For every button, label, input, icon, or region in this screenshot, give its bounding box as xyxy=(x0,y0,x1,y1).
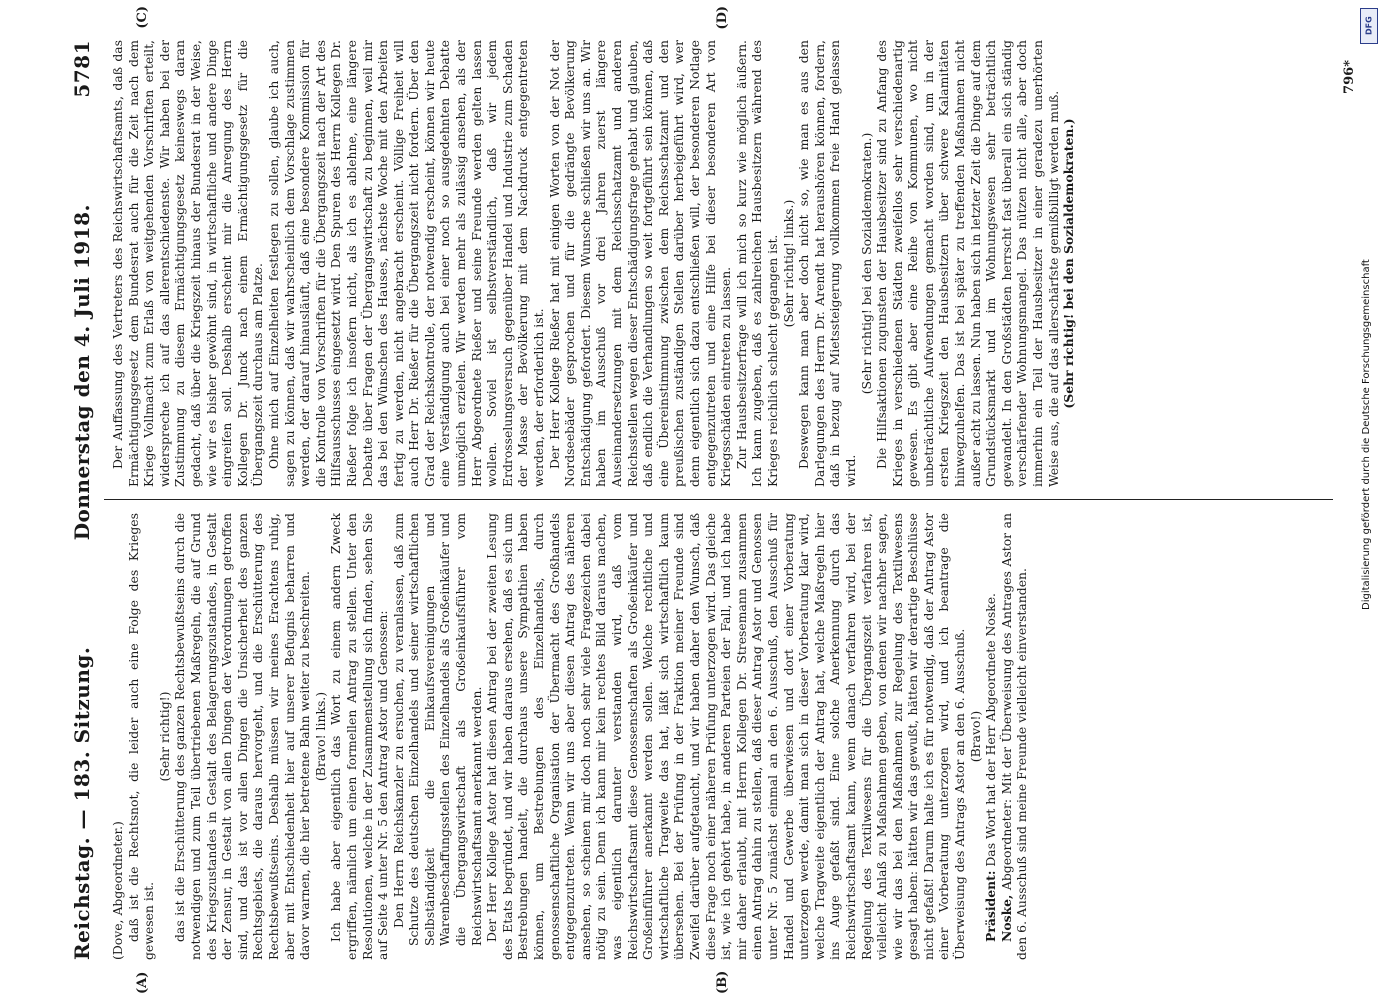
paragraph: Der Herr Kollege Astor hat diesen Antrag bei der zweiten Lesung des Etats begründet, und wir haben daraus ersehen, daß es sich um Bestrebungen handelt, die durchaus unsere Sympathien haben können, um Bestrebungen des Einzelhandels, durch genossenschaftliche Organisation der Übermacht des Großhandels entgegenzutreten. Wenn wir uns aber diesen Antrag des näheren ansehen, so scheinen mir doch noch sehr viele Fragezeichen dabei nötig zu sein. Denn ich kann mir kein rechtes Bild daraus machen, was eigentlich darunter verstanden wird, daß vom Reichswirtschaftsamt diese Genossenschaften als Großeinkäufer und Großeinführer anerkannt werden sollen. Welche rechtliche und wirtschaftliche Tragweite das hat, läßt sich wirtschaftlich kaum übersehen. Bei der Prüfung in der Fraktion meiner Freunde sind Zweifel darüber aufgetaucht, und wir haben daher den Wunsch, daß diese Frage noch einer näheren Prüfung unterzogen wird. Das gleiche ist, wie ich gehört habe, in anderen Parteien der Fall, und ich habe mir daher erlaubt, mit Herrn Kollegen Dr. Stresemann zusammen einen Antrag dahin zu stellen, daß dieser Antrag Astor und Genossen unter Nr. 5 zunächst einmal an den 6. Ausschuß, den Ausschuß für Handel und Gewerbe überwiesen und dort einer Vorberatung unterzogen werde, damit man sich in dieser Vorberatung klar wird, welche Tragweite eigentlich der Antrag hat, welche Maßregeln hier ins Auge gefaßt sind. Eine solche Anerkennung durch das Reichswirtschaftsamt kann, wenn danach verfahren wird, bei der Regelung des Textilwesens für die Übergangszeit verfahren ist, vielleicht Anlaß zu Maßnahmen geben, von denen wir nachher sagen, wie wir das bei den Maßnahmen zur Regelung des Textilwesens gesagt haben: hätten wir das gewußt, hätten wir derartige Beschlüsse nicht gefaßt! Darum halte ich es für notwendig, daß der Antrag Astor einer Vorberatung unterzogen wird, und ich beantrage die Überweisung des Antrags Astor an den 6. Ausschuß. xyxy=(484,513,968,960)
dfg-side-stamp xyxy=(1354,0,1383,1000)
text-columns xyxy=(110,40,1333,960)
interjection: (Sehr richtig! bei den Sozialdemokraten.) xyxy=(1061,118,1077,409)
president-label: Präsident: xyxy=(983,870,999,942)
motion-text: Den Herrn Reichskanzler zu ersuchen, zu veranlassen, daß zum Schutze des deutschen Einzelhandels und seiner wirtschaftlichen Selbständigkeit die Einkaufsvereinigungen und Warenbeschaffungsstellen des Einzelhandels als Großeinkäufer und die Übergangswirtschaft als Großeinkaufsführer vom Reichswirtschaftsamt anerkannt werden. xyxy=(390,513,484,946)
interjection: (Bravo!) xyxy=(967,710,983,763)
president-text: Das Wort hat der Herr Abgeordnete Noske. xyxy=(983,593,999,867)
paragraph: Ich habe aber eigentlich das Wort zu einem andern Zweck ergriffen, nämlich um einen formellen Antrag zu stellen. Unter den Resolutionen, welche in der Zusammenstellung sich finden, sehen Sie auf Seite 4 unter Nr. 5 den Antrag Astor und Genossen: xyxy=(328,513,391,960)
speaker-note: (Dove, Abgeordneter.) xyxy=(110,821,125,960)
paragraph: Der Auffassung des Vertreters des Reichswirtschaftsamts, daß das Ermächtigungsgesetz dem Bundesrat auch für die Zeit nach dem Kriege Vollmacht zum Erlaß von weitgehenden Vorschriften erteilt, widerspreche ich auf das allerentschiedenste. Wir haben bei der Zustimmung zu diesem Ermächtigungsgesetz keineswegs daran gedacht, daß über die Kriegszeit hinaus der Bundesrat in der Weise, wie wir es bisher gewöhnt sind, in wirtschaftliche und andere Dinge eingreifen soll. Deshalb erscheint mir die Anregung des Herrn Kollegen Dr. Junck nach einem Ermächtigungsgesetz für die Übergangszeit durchaus am Platze. xyxy=(110,40,266,487)
page-header xyxy=(60,40,94,960)
noske-label: Noske, xyxy=(998,894,1014,942)
interjection: (Sehr richtig! bei den Sozialdemokraten.) xyxy=(858,132,874,395)
paragraph: Die Hilfsaktionen zugunsten der Hausbesitzer sind zu Anfang des Krieges in verschiedenen Städten zweifellos sehr verschiedenartig gewesen. Es gibt aber eine Reihe von Kommunen, wo nicht unbeträchtliche Aufwendungen gemacht worden sind, um in der ersten Kriegszeit den Hausbesitzern über schwere Kalamitäten hinwegzuhelfen. Das ist bei später zu treffenden Maßnahmen nicht außer acht zu lassen. Nun haben sich in letzter Zeit die Dinge auf dem Grundstücksmarkt und im Wohnungswesen sehr beträchtlich gewandelt. In den Großstädten herrscht fast überall ein sich ständig verschärfender Wohnungsmangel. Das nützen nicht alle, aber doch immerhin ein Teil der Hausbesitzer in einer geradezu unerhörten Weise aus, die auf das allerschärfste gemißbilligt werden muß. xyxy=(874,40,1061,487)
paragraph: Ohne mich auf Einzelheiten festlegen zu sollen, glaube ich auch, sagen zu können, daß wir wahrscheinlich dem Vorschlage zustimmen werden, der darauf hinausläuft, daß eine besondere Kommission für die Kontrolle von Vorschriften für die Übergangszeit nach der Art des Hilfsausschusses eingesetzt wird. Den Spuren des Herrn Kollegen Dr. Rießer folge ich insofern nicht, als ich es ablehne, eine längere Debatte über Fragen der Übergangswirtschaft zu beginnen, weil mir das bei den Wünschen des Hauses, nächste Woche mit den Arbeiten fertig zu werden, nicht angebracht erscheint. Völlige Freiheit will auch Herr Dr. Rießer für die Übergangszeit nicht fordern. Über den Grad der Reichskontrolle, der notwendig erscheint, können wir heute eine Verständigung auch bei einer noch so ausgedehnten Debatte unmöglich erzielen. Wir werden mehr als zulässig ansehen, als der Herr Abgeordnete Rießer und seine Freunde werden gelten lassen wollen. Soviel ist selbstverständlich, daß wir jedem Erdrosselungsversuch gegenüber Handel und Industrie zum Schaden der Masse der Bevölkerung mit dem Nachdruck entgegentreten werden, der erforderlich ist. xyxy=(265,40,547,487)
margin-label-d: (D) xyxy=(715,6,730,30)
interjection: (Sehr richtig!) xyxy=(156,691,172,782)
header-page-number: 5781 xyxy=(70,39,94,98)
dfg-logo-icon: DFG xyxy=(1360,8,1378,44)
interjection: (Bravo! links.) xyxy=(312,691,328,782)
dfg-funding-note: Digitalisierung gefördert durch die Deutsche Forschungsgemeinschaft xyxy=(1361,259,1372,610)
paragraph: das ist die Erschütterung des ganzen Rechtsbewußtseins durch die notwendigen und zum Teil übertriebenen Maßregeln, die auf Grund des Kriegszustandes in Gestalt des Belagerungszustandes, in Gestalt der Zensur, in Gestalt von allen Dingen der Verordnungen getroffen sind, und das ist vor allen Dingen die Unsicherheit des ganzen Rechtsgebiets, die daraus hervorgeht, und die Erschütterung des Rechtsbewußtseins. Deshalb müssen wir meines Erachtens ruhig, aber mit Entschiedenheit hier auf unserer Befugnis beharren und davor warnen, die hier betretene Bahn weiter zu beschreiten. xyxy=(172,513,313,960)
paragraph: Der Herr Kollege Rießer hat mit einigen Worten von der Not der Nordseebäder gesprochen und für die gedrängte Bevölkerung Entschädigung gefordert. Diesem Wunsche schließen wir uns an. Wir haben im Ausschuß vor drei Jahren zuerst längere Auseinandersetzungen mit dem Reichsschatzamt und anderen Reichsstellen wegen dieser Entschädigungsfrage gehabt und glauben, daß endlich die Verhandlungen so weit fortgeführt sein können, daß eine Übereinstimmung zwischen dem Reichsschatzamt und den preußischen zuständigen Stellen darüber herbeigeführt wird, wer denn eigentlich sich dazu entschließen will, der besonderen Notlage entgegenzutreten und eine Hilfe bei dieser besonderen Art von Kriegsschäden eintreten zu lassen. xyxy=(546,40,734,487)
margin-label-c: (C) xyxy=(135,6,150,29)
paragraph: Deswegen kann man aber doch nicht so, wie man es aus den Darlegungen des Herrn Dr. Arendt hat heraushören können, fordern, daß in bezug auf Mietssteigerung vollkommen freie Hand gelassen wird. xyxy=(796,40,858,487)
paragraph: Zur Hausbesitzerfrage will ich mich so kurz wie möglich äußern. Ich kann zugeben, daß es zahlreichen Hausbesitzern während des Krieges reichlich schlecht gegangen ist. xyxy=(733,40,780,487)
noske-remark xyxy=(999,513,1030,960)
right-column xyxy=(110,40,1333,487)
page-footnote-number: 796* xyxy=(1342,60,1357,94)
president-remark xyxy=(983,513,999,960)
header-session: Reichstag. — 183. Sitzung. xyxy=(70,646,94,960)
left-column xyxy=(110,513,1333,960)
paragraph: daß ist die Rechtsnot, die leider auch eine Folge des Krieges gewesen ist. xyxy=(125,513,157,960)
margin-label-a: (A) xyxy=(135,971,150,994)
interjection: (Sehr richtig! links.) xyxy=(780,199,796,328)
header-date: Donnerstag den 4. Juli 1918. xyxy=(70,204,94,541)
margin-label-b: (B) xyxy=(715,970,730,994)
noske-text: Abgeordneter: Mit der Überweisung des Antrages Astor an den 6. Ausschuß sind meine Freunde vielleicht einverstanden. xyxy=(998,513,1030,960)
